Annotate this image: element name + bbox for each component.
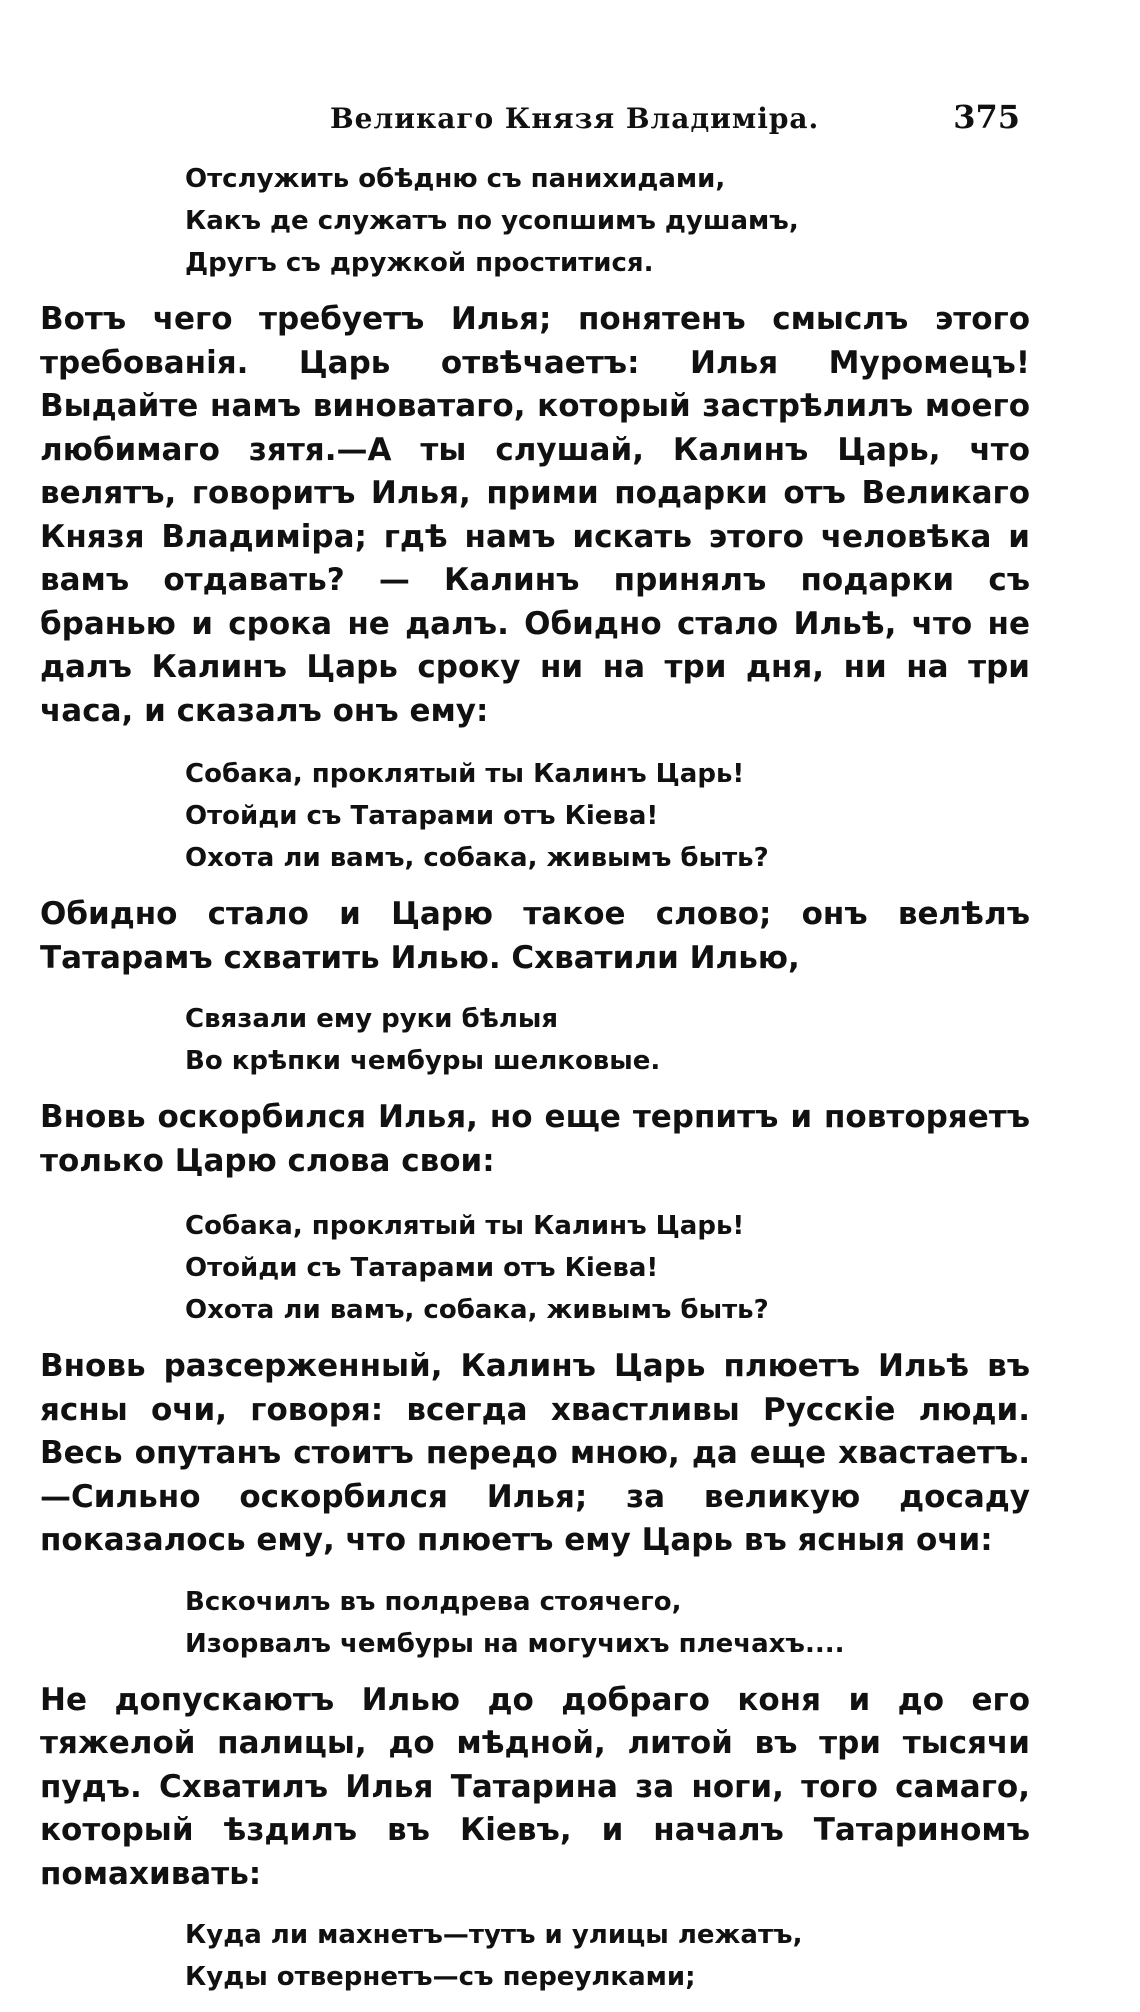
verse-line: Куды отвернетъ—съ переулками; <box>185 1962 696 1992</box>
page-header <box>40 90 1030 150</box>
verse-line: Охота ли вамъ, собака, живымъ быть? <box>185 843 769 873</box>
verse-line: Собака, проклятый ты Калинъ Царь! <box>185 759 745 789</box>
verse-line: Отойди съ Татарами отъ Кіева! <box>185 801 659 831</box>
verse-line: Какъ де служатъ по усопшимъ душамъ, <box>185 206 799 236</box>
verse-block-5 <box>185 1581 1030 1665</box>
verse-block-2 <box>185 753 1030 879</box>
verse-line: Охота ли вамъ, собака, живымъ быть? <box>185 1295 769 1325</box>
running-title: Великаго Князя Владиміра. <box>330 102 820 135</box>
verse-line: Куда ли махнетъ—тутъ и улицы лежатъ, <box>185 1920 803 1950</box>
verse-line: Собака, проклятый ты Калинъ Царь! <box>185 1211 745 1241</box>
verse-line: Изорвалъ чембуры на могучихъ плечахъ.... <box>185 1628 845 1659</box>
verse-line: Отслужить обѣдню съ панихидами, <box>185 164 726 194</box>
verse-block-4 <box>185 1205 1030 1331</box>
prose-paragraph-2: Обидно стало и Царю такое слово; онъ велѣлъ Татарамъ схватить Илью. Схватили Илью, <box>40 896 1030 976</box>
verse-block-1 <box>185 158 1030 284</box>
prose-paragraph-3: Вновь оскорбился Илья, но еще терпитъ и повторяетъ только Царю слова свои: <box>40 1099 1030 1179</box>
verse-line: Отойди съ Татарами отъ Кіева! <box>185 1253 659 1283</box>
book-page <box>40 90 1030 2012</box>
prose-paragraph-1: Вотъ чего требуетъ Илья; понятенъ смыслъ этого требованія. Царь отвѣчаетъ: Илья Муромецъ! Выдайте намъ виноватаго, который застрѣлилъ моего любимаго зятя.—А ты слушай, Калинъ Царь, что велятъ, говоритъ Илья, прими подарки отъ Великаго Князя Владиміра; гдѣ намъ искать этого человѣка и вамъ отдавать? — Калинъ принялъ подарки съ бранью и срока не далъ. Обидно стало Ильѣ, что не далъ Калинъ Царь сроку ни на три дня, ни на три часа, и сказалъ онъ ему: <box>40 301 1030 729</box>
verse-line: Другъ съ дружкой проститися. <box>185 248 654 278</box>
prose-paragraph-5: Не допускаютъ Илью до добраго коня и до его тяжелой палицы, до мѣдной, литой въ три тысячи пудъ. Схватилъ Илья Татарина за ноги, того самаго, который ѣздилъ въ Кіевъ, и началъ Татариномъ помахивать: <box>40 1681 1030 1892</box>
prose-paragraph-4: Вновь разсерженный, Калинъ Царь плюетъ Ильѣ въ ясны очи, говоря: всегда хвастливы Русскіе люди. Весь опутанъ стоитъ передо мною, да еще хвастаетъ.—Сильно оскорбился Илья; за великую досаду показалось ему, что плюетъ ему Царь въ ясныя очи: <box>40 1348 1030 1558</box>
page-number: 375 <box>953 98 1020 136</box>
verse-line: Связали ему руки бѣлыя <box>185 1004 559 1034</box>
verse-line: Вскочилъ въ полдрева стоячего, <box>185 1586 682 1617</box>
verse-block-6 <box>185 1914 1030 1998</box>
verse-line: Во крѣпки чембуры шелковые. <box>185 1046 661 1076</box>
verse-block-3 <box>185 998 1030 1082</box>
